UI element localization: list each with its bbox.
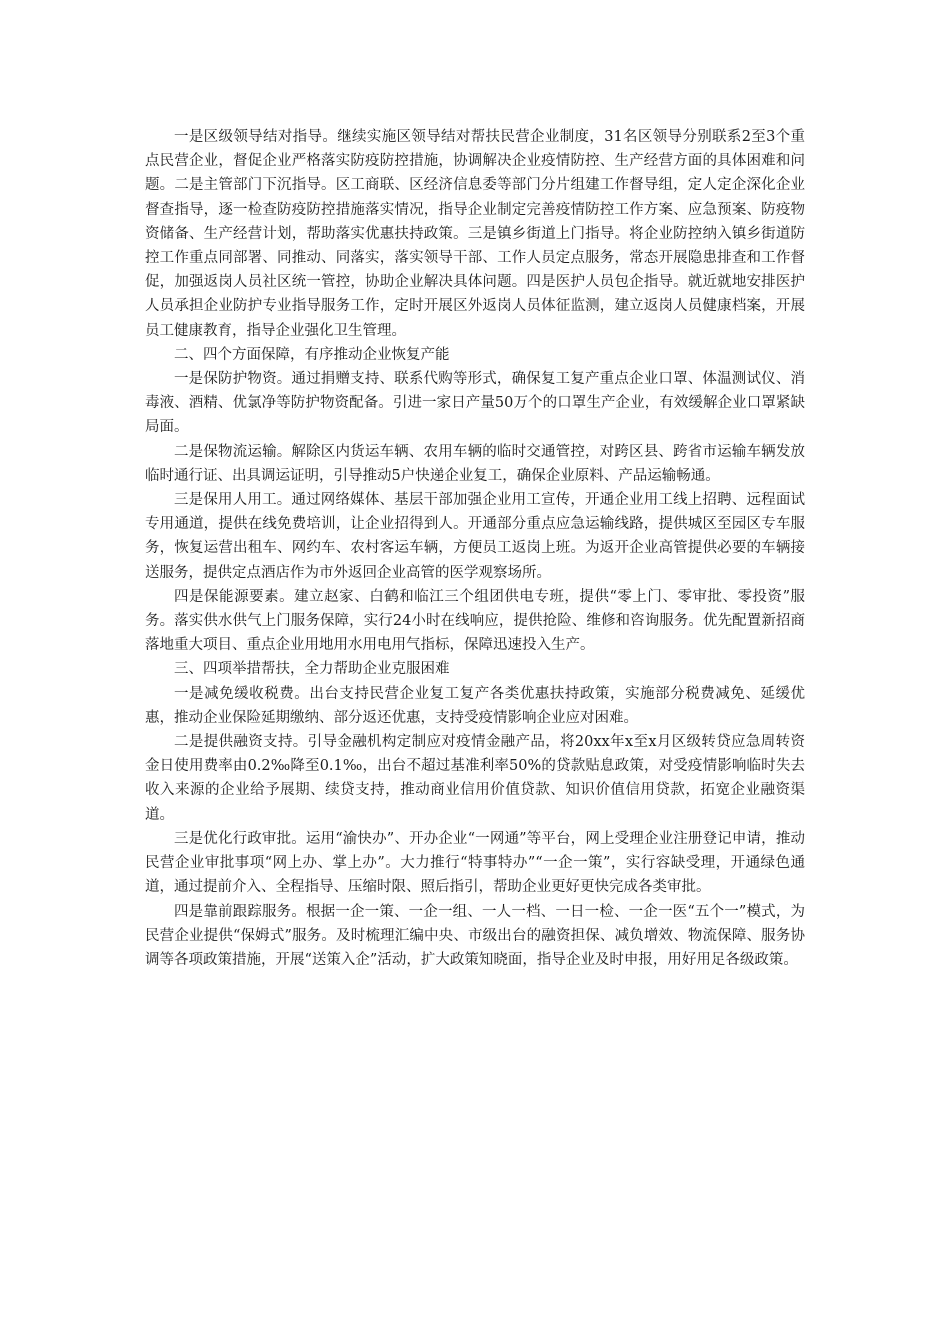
paragraph-energy: 四是保能源要素。建立赵家、白鹤和临江三个组团供电专班，提供“零上门、零审批、零投资”服务。落实供水供气上门服务保障，实行24小时在线响应，提供抢险、维修和咨询服务。优先配置新招商落地重大项目、重点企业用地用水用电用气指标，保障迅速投入生产。 <box>145 588 805 654</box>
paragraph-financing: 二是提供融资支持。引导金融机构定制应对疫情金融产品，将20xx年x至x月区级转贷应急周转资金日使用费率由0.2‰降至0.1‰，出台不超过基准利率50%的贷款贴息政策，对受疫情影响临时失去收入来源的企业给予展期、续贷支持，推动商业信用价值贷款、知识价值信用贷款，拓宽企业融资渠道。 <box>145 734 805 823</box>
document-body <box>145 125 805 972</box>
paragraph-follow-up-service: 四是靠前跟踪服务。根据一企一策、一企一组、一人一档、一日一检、一企一医“五个一”模式，为民营企业提供“保姆式”服务。及时梳理汇编中央、市级出台的融资担保、减负增效、物流保障、服务协调等各项政策措施，开展“送策入企”活动，扩大政策知晓面，指导企业及时申报，用好用足各级政策。 <box>145 903 805 968</box>
section-heading-two: 二、四个方面保障，有序推动企业恢复产能 <box>174 346 450 363</box>
paragraph-district-leaders: 一是区级领导结对指导。继续实施区领导结对帮扶民营企业制度，31名区领导分别联系2至3个重点民营企业，督促企业严格落实防疫防控措施，协调解决企业疫情防控、生产经营方面的具体困难和问题。二是主管部门下沉指导。区工商联、区经济信息委等部门分片组建工作督导组，定人定企深化企业督查指导，逐一检查防疫防控措施落实情况，指导企业制定完善疫情防控工作方案、应急预案、防疫物资储备、生产经营计划，帮助落实优惠扶持政策。三是镇乡街道上门指导。将企业防控纳入镇乡街道防控工作重点同部署、同推动、同落实，落实领导干部、工作人员定点服务，常态开展隐患排查和工作督促，加强返岗人员社区统一管控，协助企业解决具体问题。四是医护人员包企指导。就近就地安排医护人员承担企业防护专业指导服务工作，定时开展区外返岗人员体征监测，建立返岗人员健康档案，开展员工健康教育，指导企业强化卫生管理。 <box>145 129 805 339</box>
paragraph-logistics: 二是保物流运输。解除区内货运车辆、农用车辆的临时交通管控，对跨区县、跨省市运输车辆发放临时通行证、出具调运证明，引导推动5户快递企业复工，确保企业原料、产品运输畅通。 <box>145 443 805 484</box>
paragraph-administrative-approval: 三是优化行政审批。运用“渝快办”、开办企业“一网通”等平台，网上受理企业注册登记申请，推动民营企业审批事项“网上办、掌上办”。大力推行“特事特办”“一企一策”，实行容缺受理，开通绿色通道，通过提前介入、全程指导、压缩时限、照后指引，帮助企业更好更快完成各类审批。 <box>145 830 805 896</box>
section-heading-three: 三、四项举措帮扶，全力帮助企业克服困难 <box>174 661 450 678</box>
paragraph-tax-relief: 一是减免缓收税费。出台支持民营企业复工复产各类优惠扶持政策，实施部分税费减免、延缓优惠，推动企业保险延期缴纳、部分返还优惠，支持受疫情影响企业应对困难。 <box>145 685 805 726</box>
paragraph-labor: 三是保用人用工。通过网络媒体、基层干部加强企业用工宣传，开通企业用工线上招聘、远程面试专用通道，提供在线免费培训，让企业招得到人。开通部分重点应急运输线路，提供城区至园区专车服务，恢复运营出租车、网约车、农村客运车辆，方便员工返岗上班。为返开企业高管提供必要的车辆接送服务，提供定点酒店作为市外返回企业高管的医学观察场所。 <box>145 492 805 581</box>
paragraph-protective-supplies: 一是保防护物资。通过捐赠支持、联系代购等形式，确保复工复产重点企业口罩、体温测试仪、消毒液、酒精、优氯净等防护物资配备。引进一家日产量50万个的口罩生产企业，有效缓解企业口罩紧缺局面。 <box>145 371 805 436</box>
